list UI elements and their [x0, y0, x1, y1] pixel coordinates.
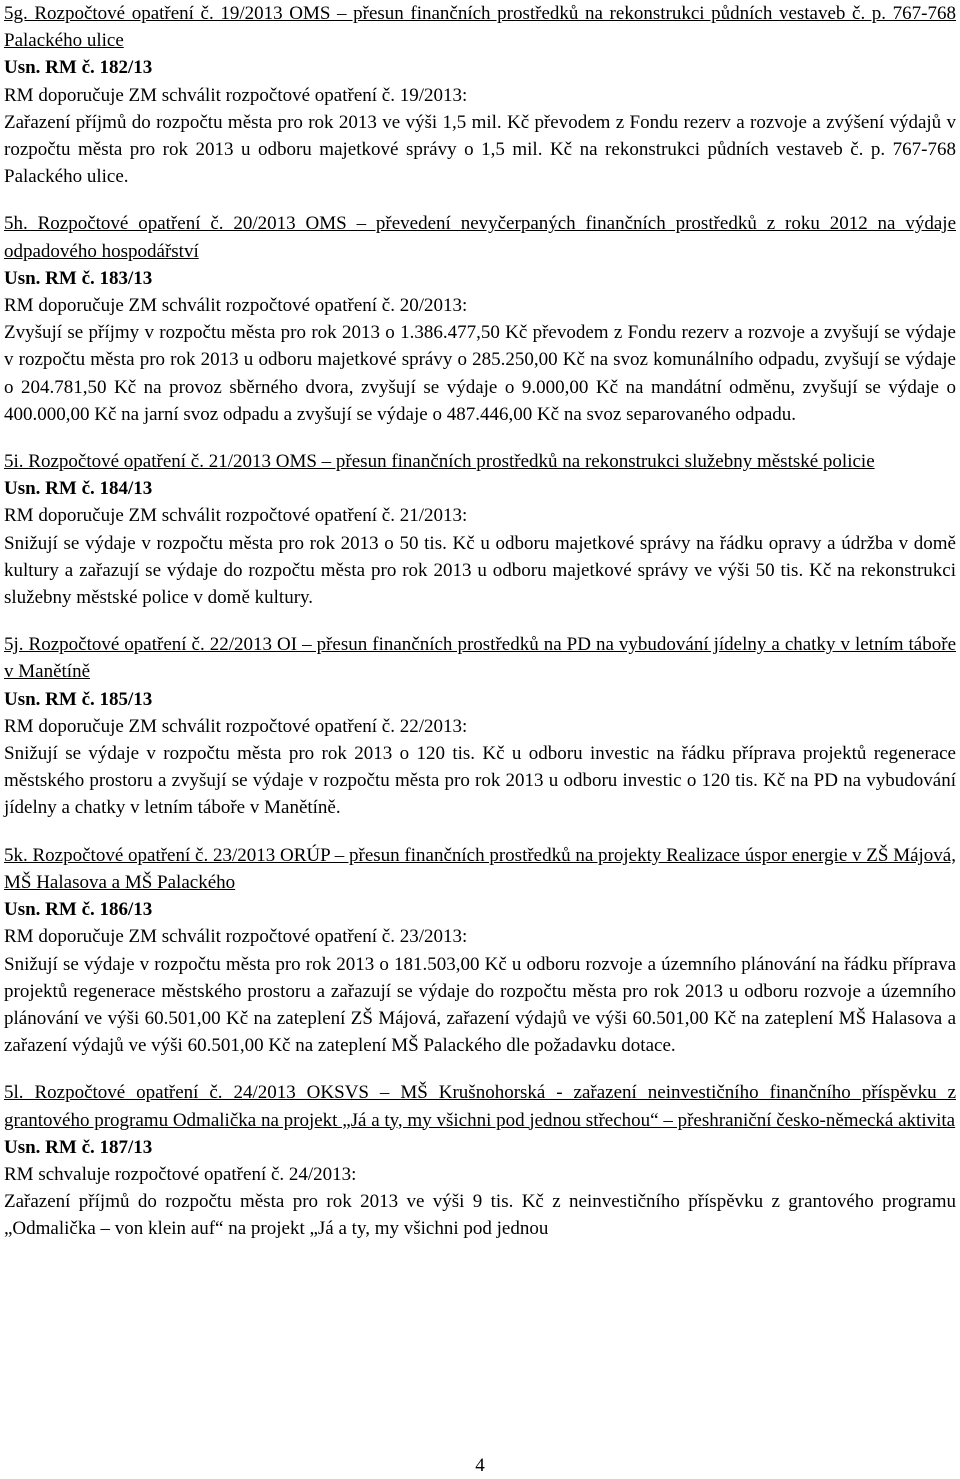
section-body: Snižují se výdaje v rozpočtu města pro rok 2013 o 120 tis. Kč u odboru investic na řádku příprava projektů regenerace městského prostoru a zvyšují se výdaje v rozpočtu města pro rok 2013 u odboru investic o 120 tis. Kč na PD na vybudování jídelny a chatky v letním táboře v Manětíně. — [4, 743, 956, 819]
council-recommendation: RM doporučuje ZM schválit rozpočtové opatření č. 21/2013: — [4, 505, 468, 527]
section-heading — [4, 448, 956, 475]
section-body: Snižují se výdaje v rozpočtu města pro rok 2013 o 181.503,00 Kč u odboru rozvoje a územního plánování na řádku příprava projektů regenerace městského prostoru a zařazují se výdaje do rozpočtu města pro rok 2013 u odboru rozvoje a územního plánování ve výši 60.501,00 Kč na zateplení ZŠ Májová, zařazení výdajů ve výši 60.501,00 Kč na zateplení MŠ Halasova a zařazení výdajů ve výši 60.501,00 Kč na zateplení MŠ Palackého dle požadavku dotace. — [4, 953, 956, 1057]
resolution-number: Usn. RM č. 187/13 — [4, 1136, 153, 1158]
section-title: 5j. Rozpočtové opatření č. 22/2013 OI – přesun finančních prostředků na PD na vybudování jídelny a chatky v letním táboře v Manětíně — [4, 634, 956, 683]
section-heading — [4, 1079, 956, 1133]
section-title: 5h. Rozpočtové opatření č. 20/2013 OMS – převedení nevyčerpaných finančních prostředků z roku 2012 na výdaje odpadového hospodářství — [4, 213, 956, 262]
council-recommendation: RM doporučuje ZM schválit rozpočtové opatření č. 23/2013: — [4, 926, 468, 948]
council-recommendation: RM doporučuje ZM schválit rozpočtové opatření č. 20/2013: — [4, 295, 468, 317]
resolution-number: Usn. RM č. 185/13 — [4, 688, 153, 710]
section-5g — [4, 0, 956, 190]
section-heading — [4, 210, 956, 264]
council-recommendation: RM doporučuje ZM schválit rozpočtové opatření č. 22/2013: — [4, 715, 468, 737]
resolution-number: Usn. RM č. 184/13 — [4, 478, 153, 500]
council-recommendation: RM doporučuje ZM schválit rozpočtové opatření č. 19/2013: — [4, 84, 468, 106]
section-body: Zařazení příjmů do rozpočtu města pro rok 2013 ve výši 9 tis. Kč z neinvestičního příspěvku z grantového programu „Odmalička – von klein auf“ na projekt „Já a ty, my všichni pod jednou — [4, 1191, 956, 1240]
section-5l — [4, 1079, 956, 1242]
section-title: 5k. Rozpočtové opatření č. 23/2013 ORÚP – přesun finančních prostředků na projekty Realizace úspor energie v ZŠ Májová, MŠ Halasova a MŠ Palackého — [4, 844, 956, 893]
section-body: Zařazení příjmů do rozpočtu města pro rok 2013 ve výši 1,5 mil. Kč převodem z Fondu rezerv a rozvoje a zvýšení výdajů v rozpočtu města pro rok 2013 u odboru majetkové správy o 1,5 mil. Kč na rekonstrukci půdních vestaveb č. p. 767-768 Palackého ulice. — [4, 111, 956, 188]
section-5h — [4, 210, 956, 428]
section-5k — [4, 842, 956, 1060]
section-title: 5i. Rozpočtové opatření č. 21/2013 OMS – přesun finančních prostředků na rekonstrukci služebny městské policie — [4, 451, 875, 473]
section-heading — [4, 0, 956, 54]
page-number: 4 — [475, 1455, 485, 1476]
resolution-number: Usn. RM č. 182/13 — [4, 57, 153, 79]
section-5i — [4, 448, 956, 611]
section-title: 5l. Rozpočtové opatření č. 24/2013 OKSVS – MŠ Krušnohorská - zařazení neinvestičního finančního příspěvku z grantového programu Odmalička na projekt „Já a ty, my všichni pod jednou střechou“ – přeshraniční česko-německá aktivita — [4, 1082, 956, 1131]
section-heading — [4, 842, 956, 896]
resolution-number: Usn. RM č. 183/13 — [4, 267, 153, 289]
section-heading — [4, 631, 956, 685]
resolution-number: Usn. RM č. 186/13 — [4, 899, 153, 921]
council-approval: RM schvaluje rozpočtové opatření č. 24/2013: — [4, 1163, 357, 1185]
section-body: Zvyšují se příjmy v rozpočtu města pro rok 2013 o 1.386.477,50 Kč převodem z Fondu rezerv a rozvoje a zvyšují se výdaje v rozpočtu města pro rok 2013 u odboru majetkové správy o 285.250,00 Kč na svoz komunálního odpadu, zvyšují se výdaje o 204.781,50 Kč na provoz sběrného dvora, zvyšují se výdaje o 9.000,00 Kč na mandátní odměnu, zvyšují se výdaje o 400.000,00 Kč na jarní svoz odpadu a zvyšují se výdaje o 487.446,00 Kč na svoz separovaného odpadu. — [4, 322, 956, 425]
section-title: 5g. Rozpočtové opatření č. 19/2013 OMS – přesun finančních prostředků na rekonstrukci půdních vestaveb č. p. 767-768 Palackého ulice — [4, 3, 956, 52]
section-5j — [4, 631, 956, 821]
section-body: Snižují se výdaje v rozpočtu města pro rok 2013 o 50 tis. Kč u odboru majetkové správy na řádku opravy a údržba v domě kultury a zařazují se výdaje do rozpočtu města pro rok 2013 u odboru majetkové správy ve výši 50 tis. Kč na rekonstrukci služebny městské police v domě kultury. — [4, 532, 956, 609]
